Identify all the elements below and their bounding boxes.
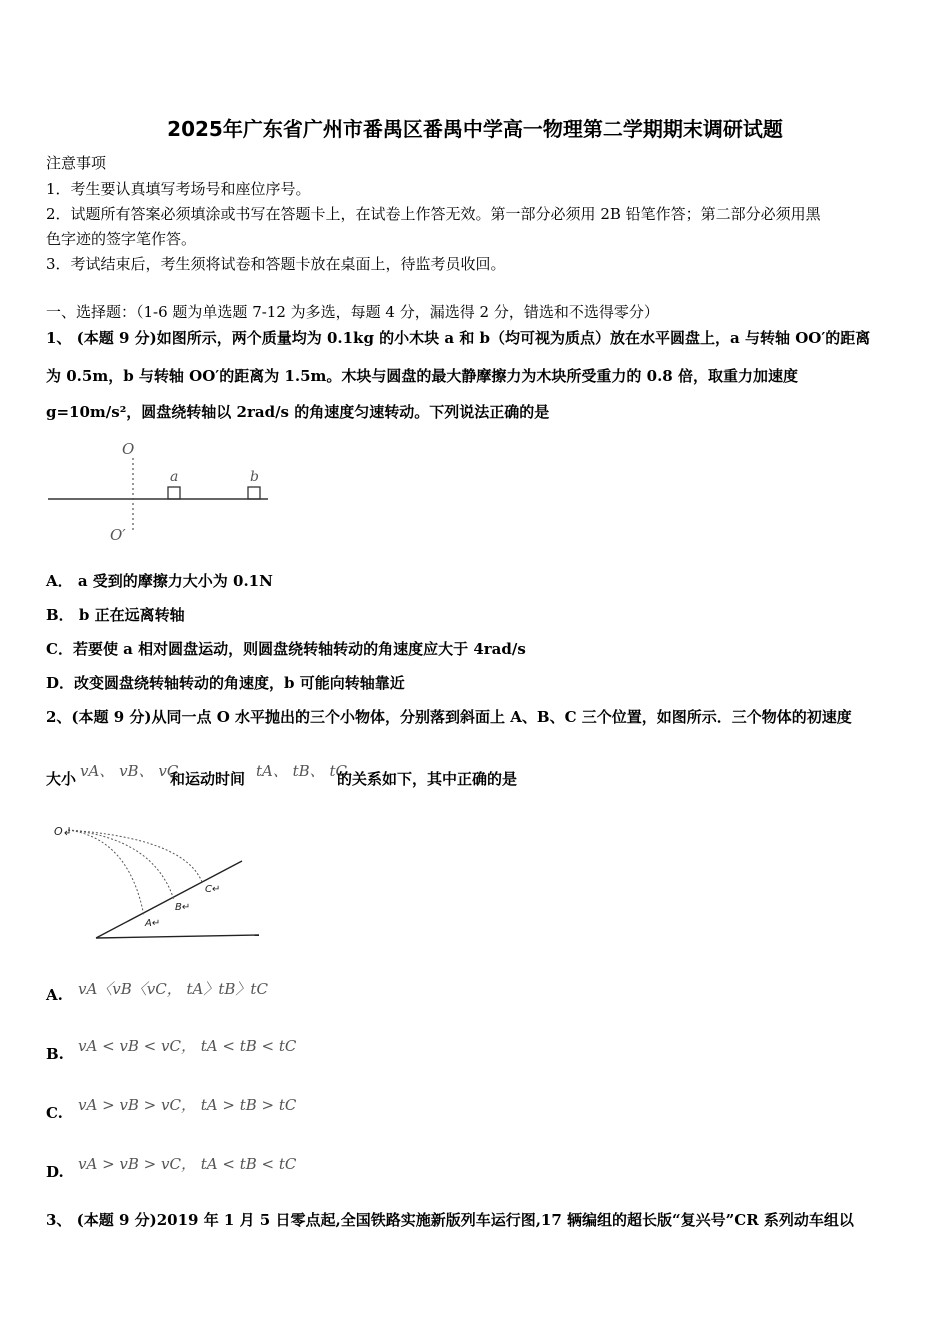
ground-line [96,935,259,938]
trajectory-a [68,830,144,916]
label-O: O [122,440,135,458]
q1-line-3: g=10m/s²，圆盘绕转轴以 2rad/s 的角速度匀速转动。下列说法正确的是 [46,403,550,421]
section-heading: 一、选择题：（1-6 题为单选题 7-12 为多选，每题 4 分，漏选得 2 分，错选和不选得零分） [46,303,659,321]
label-A: A↵ [145,918,161,929]
trajectory-b [68,830,174,900]
q2-figure [54,820,264,944]
q3-line-1: 3、 (本题 9 分)2019 年 1 月 5 日零点起,全国铁路实施新版列车运行图,17 辆编组的超长版“复兴号”CR 系列动车组以 [46,1211,854,1229]
page-title: 2025年广东省广州市番禺区番禺中学高一物理第二学期期末调研试题 [167,117,783,141]
notice-item-3: 3．考试结束后，考生须将试卷和答题卡放在桌面上，待监考员收回。 [46,255,506,273]
notice-heading: 注意事项 [46,154,107,172]
q2-line-1: 2、(本题 9 分)从同一点 O 水平抛出的三个小物体，分别落到斜面上 A、B、C 三个位置，如图所示．三个物体的初速度 [46,708,852,726]
q2-option-d-letter: D. [46,1163,64,1181]
q2-velocities: vA、 vB、 vC [80,762,179,780]
q2-line-2-suffix: 的关系如下，其中正确的是 [337,770,518,788]
block-a [168,487,180,499]
q2-line-2-mid: 和运动时间 [170,770,246,788]
label-C: C↵ [205,884,221,895]
q2-option-a-letter: A. [46,986,63,1004]
notice-item-2: 2．试题所有答案必须填涂或书写在答题卡上，在试卷上作答无效。第一部分必须用 2B 铅笔作答；第二部分必须用黑 [46,205,821,223]
label-O: O↲ [54,825,72,838]
q1-option-a: A． a 受到的摩擦力大小为 0.1N [46,572,273,590]
q2-line-2-prefix: 大小 [46,770,77,788]
q1-line-1: 1、 (本题 9 分)如图所示，两个质量均为 0.1kg 的小木块 a 和 b（均可视为质点）放在水平圆盘上，a 与转轴 OO′的距离 [46,329,871,347]
q2-times: tA、 tB、 tC [256,762,347,780]
q2-option-a-expr: vA〈vB〈vC， tA〉tB〉tC [78,980,268,998]
label-O-prime: O′ [110,526,126,544]
q1-option-d: D．改变圆盘绕转轴转动的角速度，b 可能向转轴靠近 [46,674,405,692]
q1-option-b: B． b 正在远离转轴 [46,606,185,624]
q2-option-c-expr: vA > vB > vC， tA > tB > tC [78,1096,297,1114]
notice-item-2-cont: 色字迹的签字笔作答。 [46,230,197,248]
notice-item-1: 1．考生要认真填写考场号和座位序号。 [46,180,311,198]
q2-option-b-expr: vA < vB < vC， tA < tB < tC [78,1037,297,1055]
block-b [248,487,260,499]
q2-option-d-expr: vA > vB > vC， tA < tB < tC [78,1155,297,1173]
trajectory-c [68,830,202,882]
q1-figure [46,436,276,548]
label-B: B↵ [175,902,191,913]
q2-option-b-letter: B. [46,1045,64,1063]
q1-option-c: C．若要使 a 相对圆盘运动，则圆盘绕转轴转动的角速度应大于 4rad/s [46,640,526,658]
q1-line-2: 为 0.5m，b 与转轴 OO′的距离为 1.5m。木块与圆盘的最大静摩擦力为木块所受重力的 0.8 倍，取重力加速度 [46,367,798,385]
label-a: a [170,469,179,485]
q2-option-c-letter: C. [46,1104,63,1122]
incline-line [96,861,242,938]
label-b: b [250,469,259,485]
